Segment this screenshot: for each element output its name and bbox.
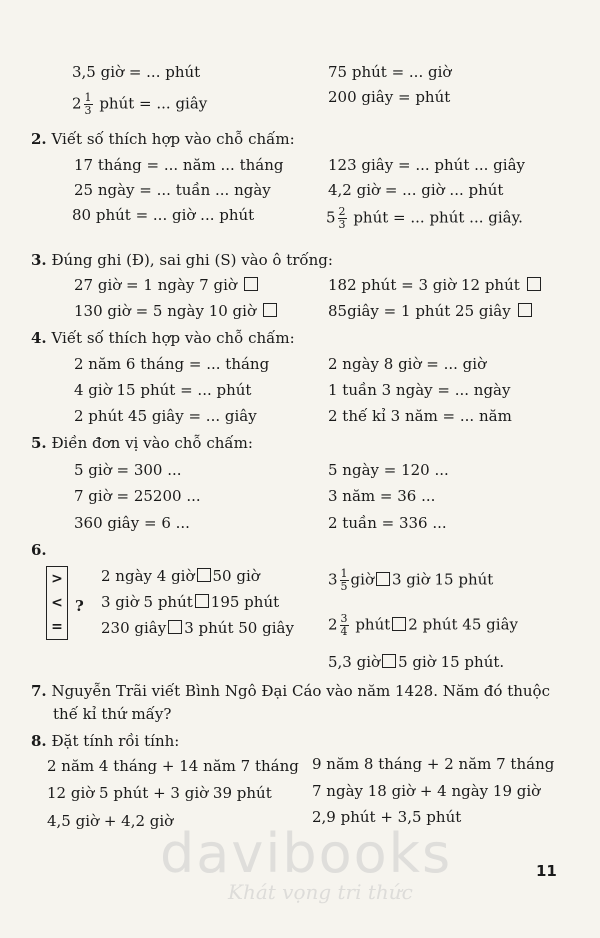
q2-left-1: 17 tháng = ... năm ... tháng bbox=[74, 156, 284, 174]
q3-left-2 bbox=[74, 302, 279, 320]
q4-number: 4. bbox=[31, 329, 47, 347]
top-right-2: 200 giây = phút bbox=[328, 88, 451, 106]
answer-box[interactable] bbox=[376, 572, 390, 586]
q2-right-2: 4,2 giờ = ... giờ ... phút bbox=[328, 181, 504, 199]
q3-right-1 bbox=[328, 276, 543, 294]
fraction-text: phút = ... phút ... giây. bbox=[353, 208, 523, 227]
fraction-numerator: 3 bbox=[340, 612, 348, 625]
q6-right-2-b: 2 phút 45 giây bbox=[408, 615, 518, 634]
answer-box[interactable] bbox=[263, 303, 277, 317]
q4-left-2: 4 giờ 15 phút = ... phút bbox=[74, 381, 252, 399]
answer-box[interactable] bbox=[382, 654, 396, 668]
q3-right-2 bbox=[328, 302, 534, 320]
answer-box[interactable] bbox=[168, 620, 182, 634]
q6-right-3-a: 5,3 giờ bbox=[328, 653, 381, 671]
q3-left-1 bbox=[74, 276, 260, 294]
q2-left-3: 80 phút = ... giờ ... phút bbox=[72, 206, 255, 224]
q5-left-2: 7 giờ = 25200 ... bbox=[74, 487, 201, 505]
comparison-signs-box bbox=[46, 566, 68, 640]
q5-right-2: 3 năm = 36 ... bbox=[328, 487, 436, 505]
answer-box[interactable] bbox=[244, 277, 258, 291]
q8-left-3: 4,5 giờ + 4,2 giờ bbox=[47, 812, 174, 830]
fraction-whole: 2 bbox=[328, 615, 338, 634]
fraction-denominator: 3 bbox=[338, 218, 346, 231]
q6-right-1-b: 3 giờ 15 phút bbox=[391, 570, 494, 589]
q5-right-3: 2 tuần = 336 ... bbox=[328, 514, 447, 532]
fraction-whole: 3 bbox=[328, 570, 338, 589]
q6-left-3 bbox=[101, 619, 294, 637]
q6-left-2-b: 195 phút bbox=[210, 593, 280, 611]
q6-right-1 bbox=[328, 568, 493, 593]
equal-sign: = bbox=[51, 619, 63, 635]
watermark-slogan: Khát vọng tri thức bbox=[228, 880, 413, 904]
q4-right-2: 1 tuần 3 ngày = ... ngày bbox=[328, 381, 511, 399]
fraction-whole: 2 bbox=[72, 94, 82, 113]
q8-left-2: 12 giờ 5 phút + 3 giờ 39 phút bbox=[47, 784, 272, 802]
q6-left-1-a: 2 ngày 4 giờ bbox=[101, 567, 195, 585]
q5-left-1: 5 giờ = 300 ... bbox=[74, 461, 182, 479]
q7-text: Nguyễn Trãi viết Bình Ngô Đại Cáo vào năm 1428. Năm đó thuộc bbox=[51, 682, 550, 700]
q6-right-3 bbox=[328, 653, 504, 671]
q6-right-2-a: phút bbox=[355, 615, 391, 634]
q8-right-2: 7 ngày 18 giờ + 4 ngày 19 giờ bbox=[312, 782, 541, 800]
fraction-text: phút = ... giây bbox=[99, 94, 208, 113]
question-mark: ? bbox=[75, 597, 84, 615]
q4-left-1: 2 năm 6 tháng = ... tháng bbox=[74, 355, 270, 373]
fraction bbox=[338, 206, 347, 231]
fraction bbox=[84, 92, 93, 117]
q8-number: 8. bbox=[31, 732, 47, 750]
less-sign: < bbox=[51, 595, 63, 611]
answer-box[interactable] bbox=[197, 568, 211, 582]
q8-right-1: 9 năm 8 tháng + 2 năm 7 tháng bbox=[312, 755, 555, 773]
q5-heading bbox=[31, 434, 253, 452]
fraction-denominator: 5 bbox=[340, 580, 348, 593]
q6-left-3-b: 3 phút 50 giây bbox=[184, 619, 294, 637]
q3-left-1-text: 27 giờ = 1 ngày 7 giờ bbox=[74, 276, 237, 294]
q2-right-1: 123 giây = ... phút ... giây bbox=[328, 156, 525, 174]
q3-heading bbox=[31, 251, 333, 269]
q6-left-1-b: 50 giờ bbox=[212, 567, 260, 585]
q4-right-1: 2 ngày 8 giờ = ... giờ bbox=[328, 355, 487, 373]
q2-number: 2. bbox=[31, 130, 47, 148]
q8-right-3: 2,9 phút + 3,5 phút bbox=[312, 808, 462, 826]
fraction bbox=[340, 613, 349, 638]
q2-title: Viết số thích hợp vào chỗ chấm: bbox=[51, 130, 295, 148]
answer-box[interactable] bbox=[518, 303, 532, 317]
q5-number: 5. bbox=[31, 434, 47, 452]
q4-title: Viết số thích hợp vào chỗ chấm: bbox=[51, 329, 295, 347]
fraction-numerator: 1 bbox=[84, 91, 92, 104]
top-left-1: 3,5 giờ = ... phút bbox=[72, 63, 201, 81]
q4-heading bbox=[31, 329, 295, 347]
q6-right-1-a: giờ bbox=[350, 570, 374, 589]
fraction-denominator: 4 bbox=[340, 625, 348, 638]
q6-left-2 bbox=[101, 593, 279, 611]
page-number: 11 bbox=[536, 862, 557, 880]
q7-line2: thế kỉ thứ mấy? bbox=[53, 705, 172, 723]
q3-left-2-text: 130 giờ = 5 ngày 10 giờ bbox=[74, 302, 256, 320]
q6-left-3-a: 230 giây bbox=[101, 619, 167, 637]
q2-heading bbox=[31, 130, 295, 148]
q4-left-3: 2 phút 45 giây = ... giây bbox=[74, 407, 257, 425]
fraction-denominator: 3 bbox=[84, 104, 92, 117]
fraction-whole: 5 bbox=[326, 208, 336, 227]
q8-left-1: 2 năm 4 tháng + 14 năm 7 tháng bbox=[47, 757, 299, 775]
q3-title: Đúng ghi (Đ), sai ghi (S) vào ô trống: bbox=[51, 251, 333, 269]
greater-sign: > bbox=[51, 571, 63, 587]
q5-right-1: 5 ngày = 120 ... bbox=[328, 461, 449, 479]
q5-title: Điền đơn vị vào chỗ chấm: bbox=[51, 434, 253, 452]
fraction bbox=[340, 568, 349, 593]
q2-left-2: 25 ngày = ... tuần ... ngày bbox=[74, 181, 271, 199]
q2-right-3 bbox=[326, 206, 523, 231]
answer-box[interactable] bbox=[527, 277, 541, 291]
watermark: davibooks bbox=[160, 822, 453, 885]
q3-number: 3. bbox=[31, 251, 47, 269]
q7-line1 bbox=[31, 682, 550, 700]
q6-left-2-a: 3 giờ 5 phút bbox=[101, 593, 193, 611]
q6-number: 6. bbox=[31, 541, 47, 559]
answer-box[interactable] bbox=[195, 594, 209, 608]
q3-right-1-text: 182 phút = 3 giờ 12 phút bbox=[328, 276, 520, 294]
top-right-1: 75 phút = ... giờ bbox=[328, 63, 452, 81]
q3-right-2-text: 85giây = 1 phút 25 giây bbox=[328, 302, 511, 320]
fraction-numerator: 1 bbox=[340, 567, 348, 580]
q6-left-1 bbox=[101, 567, 260, 585]
q5-left-3: 360 giây = 6 ... bbox=[74, 514, 190, 532]
fraction-numerator: 2 bbox=[338, 205, 346, 218]
q7-number: 7. bbox=[31, 682, 47, 700]
q4-right-3: 2 thế kỉ 3 năm = ... năm bbox=[328, 407, 512, 425]
q6-right-3-b: 5 giờ 15 phút. bbox=[398, 653, 505, 671]
answer-box[interactable] bbox=[392, 617, 406, 631]
q8-heading bbox=[31, 732, 179, 750]
q6-heading bbox=[31, 541, 47, 559]
q8-title: Đặt tính rồi tính: bbox=[51, 732, 180, 750]
top-left-2 bbox=[72, 92, 207, 117]
q6-right-2 bbox=[328, 613, 518, 638]
